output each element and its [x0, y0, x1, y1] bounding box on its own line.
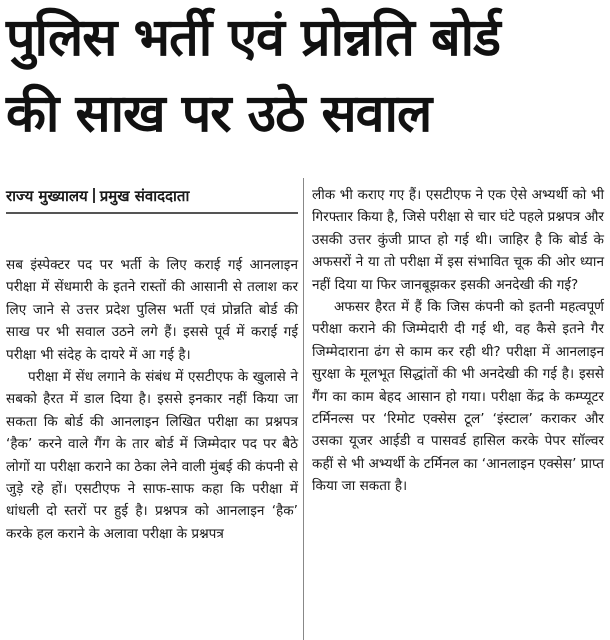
paragraph-4: अफसर हैरत में हैं कि जिस कंपनी को इतनी महत्वपूर्ण परीक्षा कराने की जिम्मेदारी दी गई थी, वह कैसे इतने गैर जिम्मेदाराना ढंग से काम कर रही थी? परीक्षा में आनलाइन सुरक्षा के मूलभूत सिद्धांतों की भी अनदेखी की गई है। इससे गैंग का काम बेहद आसान हो गया। परीक्षा केंद्र के कम्प्यूटर टर्मिनल्स पर ‘रिमोट एक्सेस टूल’ ‘इंस्टाल’ कराकर और उसका यूजर आईडी व पासवर्ड हासिल करके पेपर सॉल्वर कहीं से भी अभ्यर्थी के टर्मिनल का ‘आनलाइन एक्सेस’ प्राप्त किया जा सकता है। [312, 299, 604, 495]
article-body [6, 178, 604, 640]
paragraph-1: सब इंस्पेक्टर पद पर भर्ती के लिए कराई गई आनलाइन परीक्षा में सेंधमारी के इतने रास्तों की आसानी से तलाश कर लिए जाने से उत्तर प्रदेश पुलिस भर्ती एवं प्रोन्नति बोर्ड की साख पर भी सवाल उठने लगे हैं। इससे पूर्व में कराई गई परीक्षा भी संदेह के दायरे में आ गई है। [6, 257, 298, 363]
byline-separator [93, 188, 95, 203]
headline [6, 0, 604, 152]
paragraph-3: लीक भी कराए गए हैं। एसटीएफ ने एक ऐसे अभ्यर्थी को भी गिरफ्तार किया है, जिसे परीक्षा से चार घंटे पहले प्रश्नपत्र और उसकी उत्तर कुंजी प्राप्त हो गई थी। जाहिर है कि बोर्ड के अफसरों ने या तो परीक्षा में इस संभावित चूक की ओर ध्यान नहीं दिया या फिर जानबूझकर इसकी अनदेखी की गई? [312, 187, 604, 293]
headline-line-2: की साख पर उठे सवाल [6, 84, 432, 144]
byline-location: राज्य मुख्यालय [6, 187, 88, 205]
paragraph-2: परीक्षा में सेंध लगाने के संबंध में एसटीएफ के खुलासे ने सबको हैरत में डाल दिया है। इससे इनकार नहीं किया जा सकता कि बोर्ड की आनलाइन लिखित परीक्षा का प्रश्नपत्र ‘हैक’ करने वाले गैंग के तार बोर्ड में जिम्मेदार पद पर बैठे लोगों या परीक्षा कराने का ठेका लेने वाली मुंबई की कंपनी से जुड़े रहे हों। एसटीएफ ने साफ-साफ कहा कि परीक्षा में धांधली दो स्तरों पर हुई है। प्रश्नपत्र को आनलाइन ‘हैक’ करके हल कराने के अलावा परीक्षा के प्रश्नपत्र [6, 369, 298, 542]
left-column [6, 178, 304, 640]
byline-author: प्रमुख संवाददाता [99, 187, 190, 205]
byline [6, 178, 298, 214]
headline-line-1: पुलिस भर्ती एवं प्रोन्नति बोर्ड [6, 8, 500, 68]
right-column [304, 184, 604, 640]
